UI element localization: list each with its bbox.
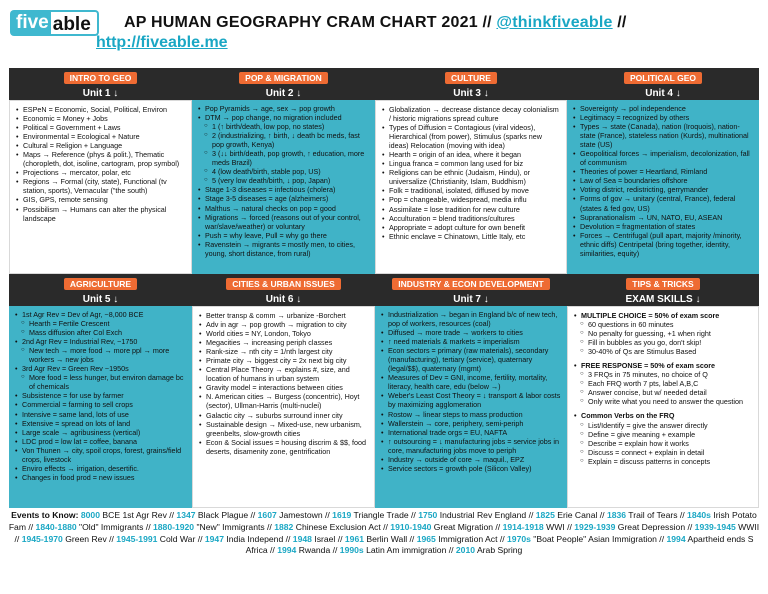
logo-able: able [51,10,99,36]
list-item: • International trade orgs = EU, NAFTA [381,428,562,437]
event-item [388,522,500,532]
list-item: • Intensive = same land, lots of use [15,410,187,419]
unit4-list [573,104,754,258]
list-item: • Migrations → forced (reasons out of your control, war/slave/weather) or voluntary [198,213,370,231]
list-subitem: ○ No penalty for guessing, +1 when right [574,329,753,338]
event-item [416,510,534,520]
unit-label: Unit 3 ↓ [453,88,489,99]
list-item: • Econ & Social issues = housing discrim & $$, food deserts, disamenity zone, gentrification [199,438,369,456]
event-year: 1836 [604,510,627,520]
logo-five: five [10,10,51,36]
list-subitem: ○ 2 (industrializing, ↑ birth, ↓ death bc meds, fast pop growth, Kenya) [198,131,370,149]
event-text: Latin Am immigration // [363,545,454,556]
list-subitem: ○ 3 FRQs in 75 minutes, no choice of Q [574,370,753,379]
event-year: 1994 [664,533,686,544]
list-item: • 3rd Agr Rev = Green Rev ~1950s [15,364,187,373]
list-subitem: ○ Explain = discuss patterns in concepts [574,457,753,466]
unit1-content [9,100,192,274]
event-text: Great Depression // [615,521,693,532]
event-item [533,510,604,520]
event-text: Irish Potato Fam // [8,510,757,532]
list-item: • Malthus → natural checks on pop = good [198,204,370,213]
list-item: • GIS, GPS, remote sensing [16,195,186,204]
events-label: Events to Know: [11,510,79,520]
list-item: • Regions → Formal (city, state), Functional (tv station, sports), Vernacular ("the south) [16,177,186,195]
list-item: • Appropriate = adopt culture for own benefit [382,223,561,232]
event-text: Apartheid ends S Africa // [245,533,754,556]
event-year: 1970s [504,533,531,544]
event-text: Triangle Trade // [351,510,416,520]
unit-label: EXAM SKILLS ↓ [625,294,701,305]
event-text: Black Plague // [195,510,256,520]
list-subitem: ○ 60 questions in 60 minutes [574,320,753,329]
event-year: 1910-1940 [387,521,432,532]
list-item: • Diffused → more trade → workers to cities [381,328,562,337]
unit5-content [9,306,192,508]
list-item: • Types → state (Canada), nation (Iroquois), nation-state (France), stateless nation (Kurds), multinational state (US) [573,122,754,149]
list-item: • N. American cities → Burgess (concentric), Hoyt (sector), Ullman-Harris (multi-nuclei) [199,392,369,410]
verbs-heading: • Common Verbs on the FRQ [574,411,753,420]
list-subitem: ○ 30-40% of Qs are Stimulus Based [574,347,753,356]
list-item: • Economic = Money + Jobs [16,114,186,123]
unit3-content [375,100,567,274]
event-year: 1939-1945 [692,521,736,532]
exam-skills-content [567,306,759,508]
list-subitem: ○ 1 (↑ birth/death, low pop, no states) [198,122,370,131]
unit3-list [382,105,561,241]
event-text: "Old" Immigrants // [76,521,151,532]
list-item: • Enviro effects → irrigation, desertific. [15,464,187,473]
page-title [124,14,627,32]
event-year: 1347 [174,510,196,520]
event-item [290,534,342,544]
list-item: • Large scale → agribusiness (vertical) [15,428,187,437]
list-item: • ↑ outsourcing = ↓ manufacturing jobs = service jobs in core, manufacturing jobs move to periph [381,437,562,455]
list-item: • Voting district, redistricting, gerrymander [573,185,754,194]
event-text: Immigration Act // [435,533,505,544]
list-subitem: ○ Mass diffusion after Col Exch [15,328,187,337]
unit6-list [199,311,369,456]
list-item: • Service sectors = growth pole (Silicon Valley) [381,464,562,473]
list-item: • Econ sectors = primary (raw materials), secondary (manufacturing), tertiary (service), quaternary (legal/$$), quaternary (mgmt) [381,346,562,373]
list-item: • ESPeN = Economic, Social, Political, Environ [16,105,186,114]
list-item: • Better transp & comm → urbanize -Borchert [199,311,369,320]
list-item: • Weber's Least Cost Theory = ↓ transport & labor costs by maximizing agglomeration [381,391,562,409]
event-item [272,522,388,532]
tag-label: CULTURE [445,72,497,84]
list-item: • 1st Agr Rev = Dev of Agr, ~8,000 BCE [15,310,187,319]
header-pop-migration [192,68,375,100]
unit5-list [15,310,187,482]
list-subitem: ○ Only write what you need to answer the question [574,397,753,406]
unit-label: Unit 5 ↓ [82,294,119,305]
event-item [174,510,255,520]
event-item [343,534,415,544]
list-item: • 2nd Agr Rev = Industrial Rev, ~1750 [15,337,187,346]
event-item [605,510,685,520]
header-industry-econ [375,274,567,306]
event-year: 1825 [533,510,555,520]
list-item: • Assimilate = lose tradition for new culture [382,205,561,214]
event-year: 1961 [342,533,365,544]
event-item [454,545,523,555]
header-culture [375,68,567,100]
list-item: • Pop = changeable, widespread, media influ [382,195,561,204]
list-subitem: ○ Define = give meaning + example [574,430,753,439]
tag-label: INTRO TO GEO [64,72,138,84]
unit2-content [192,100,375,274]
event-text: Great Migration // [431,521,501,532]
event-item [505,534,664,544]
list-item: • Central Place Theory → explains #, size, and location of humans in urban system [199,365,369,383]
list-item: • Sovereignty → pol independence [573,104,754,113]
event-year: 1945-1991 [113,533,158,544]
list-item: • Projections → mercator, polar, etc [16,168,186,177]
event-text: Arab Spring [475,545,523,556]
event-item [19,534,114,544]
list-subitem: ○ Discuss = connect + explain in detail [574,448,753,457]
unit2-list [198,104,370,258]
event-item [572,522,692,532]
unit-label: Unit 1 ↓ [82,88,119,99]
event-item [337,545,453,555]
header-tips-tricks [567,274,759,306]
unit4-content [567,100,759,274]
list-item: • Primate city → biggest city = 2x next big city [199,356,369,365]
event-item [275,545,338,555]
list-item: • Megacities → increasing periph classes [199,338,369,347]
event-item [33,522,150,532]
list-item: • Maps → Reference (phys & polit.), Thematic (choropleth, dot, isoline, cartogram, prop symbol) [16,150,186,168]
mc-heading: • MULTIPLE CHOICE = 50% of exam score [574,311,753,320]
list-item: • Pop Pyramids → age, sex → pop growth [198,104,370,113]
list-item: • Industry → outside of core → maquil., EPZ [381,455,562,464]
event-item [202,534,290,544]
event-text: Jamestown // [276,510,330,520]
header-political-geo [567,68,759,100]
event-text: WWI // [543,521,572,532]
event-year: 1607 [255,510,277,520]
tag-label: POLITICAL GEO [624,72,702,84]
event-year: 1619 [329,510,352,520]
event-year: 1965 [414,533,436,544]
list-item: • Extensive = spread on lots of land [15,419,187,428]
list-item: • Stage 3-5 diseases = age (alzheimers) [198,194,370,203]
list-item: • Geopolitical forces → imperialism, decolonization, fall of communism [573,149,754,167]
list-item: • Theories of power = Heartland, Rimland [573,167,754,176]
list-item: • World cities = NY, London, Tokyo [199,329,369,338]
event-year: 1840s [684,510,711,520]
event-year: 8000 [80,510,100,520]
list-item: • Measures of Dev = GNI, income, fertility, mortality, literacy, health care, edu (below →) [381,373,562,391]
list-item: • Forces → Centrifugal (pull apart, majority /minority, ethnic diffs) Centripetal (bring together, identity, similarities, equity) [573,231,754,258]
list-subitem: ○ 5 (very low death/birth, ↓ pop, Japan) [198,176,370,185]
event-text: "New" Immigrants // [194,521,272,532]
tag-label: TIPS & TRICKS [626,278,699,290]
event-year: 1880-1920 [150,521,195,532]
tag-label: POP & MIGRATION [239,72,328,84]
list-subitem: ○ Hearth = Fertile Crescent [15,319,187,328]
unit-label: Unit 6 ↓ [265,294,302,305]
title-suffix: // [612,14,627,31]
list-subitem: ○ More food = less hunger, but environ damage bc of chemicals [15,373,187,391]
event-text: Cold War // [157,533,203,544]
list-item: • Lingua franca = common lang used for biz [382,159,561,168]
event-text: Erie Canal // [554,510,605,520]
events-to-know [8,510,760,557]
unit-label: Unit 2 ↓ [265,88,302,99]
event-year: 2010 [453,545,476,556]
event-text: India Independ // [223,533,291,544]
list-item: • Industrialization → began in England b/c of new tech, pop of workers, resources (coal) [381,310,562,328]
list-item: • LDC prod = low lat = coffee, banana [15,437,187,446]
event-year: 1882 [271,521,294,532]
event-year: 1994 [274,545,297,556]
list-item: • Legitimacy = recognized by others [573,113,754,122]
list-item: • Political = Government + Laws [16,123,186,132]
list-item: • Devolution = fragmentation of states [573,222,754,231]
event-item [81,510,174,520]
tag-label: INDUSTRY & ECON DEVELOPMENT [392,278,549,290]
unit7-list [381,310,562,473]
events-list [9,510,759,555]
event-item [255,510,330,520]
list-subitem: ○ New tech → more food → more ppl → more workers → new jobs [15,346,187,364]
event-text: Chinese Exclusion Act // [293,521,388,532]
list-item: • Types of Diffusion = Contagious (viral videos), Hierarchical (from power), Stimulus (sparks new ideas) Relocation (moving with idea) [382,123,561,150]
list-item: • Environmental = Ecological + Nature [16,132,186,141]
list-item: • ↑ need materials & markets = imperialism [381,337,562,346]
list-subitem: ○ Answer concise, but w/ needed detail [574,388,753,397]
list-item: • Gravity model = interactions between cities [199,383,369,392]
list-item: • Changes in food prod = new issues [15,473,187,482]
list-item: • Wallerstein → core, periphery, semi-periph [381,419,562,428]
list-item: • Stage 1-3 diseases = infectious (cholera) [198,185,370,194]
event-item [151,522,272,532]
list-item: • Folk = traditional, isolated, diffused by move [382,186,561,195]
list-item: • Von Thunen → city, spoil crops, forest, grains/field crops, livestock [15,446,187,464]
list-item: • Hearth = origin of an idea, where it began [382,150,561,159]
list-subitem: ○ Fill in bubbles as you go, don't skip! [574,338,753,347]
list-item: • Forms of gov → unitary (central, France), federal (states & fed gov, US) [573,194,754,212]
twitter-handle-link[interactable]: @thinkfiveable [496,14,613,31]
unit7-content [375,306,567,508]
list-item: • Supranationalism → UN, NATO, EU, ASEAN [573,213,754,222]
event-year: 1947 [202,533,224,544]
event-year: 1945-1970 [19,533,63,544]
list-item: • Commercial = farming to sell crops [15,400,187,409]
list-item: • Religions can be ethnic (Judaism, Hindu), or universalize (Christianity, Islam, Buddhism) [382,168,561,186]
event-text: "Boat People" Asian Immigration // [530,533,665,544]
list-item: • Push = why leave, Pull = why go there [198,231,370,240]
list-subitem: ○ Describe = explain how it works [574,439,753,448]
list-item: • Adv in agr → pop growth → migration to city [199,320,369,329]
event-year: 1914-1918 [500,521,544,532]
unit-label: Unit 4 ↓ [645,88,681,99]
event-item [330,510,416,520]
event-year: 1750 [415,510,438,520]
list-item: • Galactic city → suburbs surround inner city [199,411,369,420]
header-intro-to-geo [9,68,192,100]
event-year: 1948 [290,533,312,544]
event-text: Trail of Tears // [626,510,685,520]
header-cities-urban [192,274,375,306]
fiveable-logo[interactable] [10,10,99,36]
list-item: • Rank-size → nth city = 1/nth largest city [199,347,369,356]
unit-label: Unit 7 ↓ [453,294,489,305]
event-text: Industrial Rev England // [437,510,534,520]
tag-label: CITIES & URBAN ISSUES [226,278,341,290]
list-item: • Cultural = Religion + Language [16,141,186,150]
event-text: WWII // [14,521,760,544]
list-subitem: ○ 3 (↓↓ birth/death, pop growth, ↑ education, more meds Brazil) [198,149,370,167]
header [0,0,768,62]
unit6-content [192,306,375,508]
event-text: Berlin Wall // [364,533,415,544]
event-item [414,534,504,544]
event-text: Israel // [311,533,343,544]
list-item: • Subsistence = for use by farmer [15,391,187,400]
header-agriculture [9,274,192,306]
list-item: • Possibilism → Humans can alter the physical landscape [16,205,186,223]
title-text: AP HUMAN GEOGRAPHY CRAM CHART 2021 // [124,14,497,31]
event-item [114,534,203,544]
list-subitem: ○ 4 (low death/birth, stable pop, US) [198,167,370,176]
list-item: • Globalization → decrease distance decay colonialism / historic migrations spread culture [382,105,561,123]
list-item: • Sustainable design → Mixed-use, new urbanism, greenbelts, slow-growth cities [199,420,369,438]
website-link[interactable]: http://fiveable.me [96,34,228,51]
list-item: • Ravenstein → migrants = mostly men, to cities, young, short distance, from rural) [198,240,370,258]
list-subitem: ○ Each FRQ worth 7 pts, label A,B,C [574,379,753,388]
event-year: 1929-1939 [571,521,616,532]
fr-heading: • FREE RESPONSE = 50% of exam score [574,361,753,370]
cram-chart-grid [9,68,759,508]
event-text: Rwanda // [296,545,338,556]
list-item: • Rostow → linear steps to mass production [381,410,562,419]
list-item: • DTM → pop change, no migration included [198,113,370,122]
event-year: 1840-1880 [33,521,77,532]
list-subitem: ○ List/Identify = give the answer directly [574,421,753,430]
exam-skills-list [574,311,753,466]
tag-label: AGRICULTURE [64,278,137,290]
unit1-list [16,105,186,223]
list-item: • Law of Sea = boundaries offshore [573,176,754,185]
event-text: Green Rev // [62,533,114,544]
event-item [500,522,572,532]
event-year: 1990s [337,545,364,556]
event-text: BCE 1st Agr Rev // [100,510,175,520]
list-item: • Ethnic enclave = Chinatown, Little Italy, etc [382,232,561,241]
list-item: • Acculturation = blend traditions/cultures [382,214,561,223]
